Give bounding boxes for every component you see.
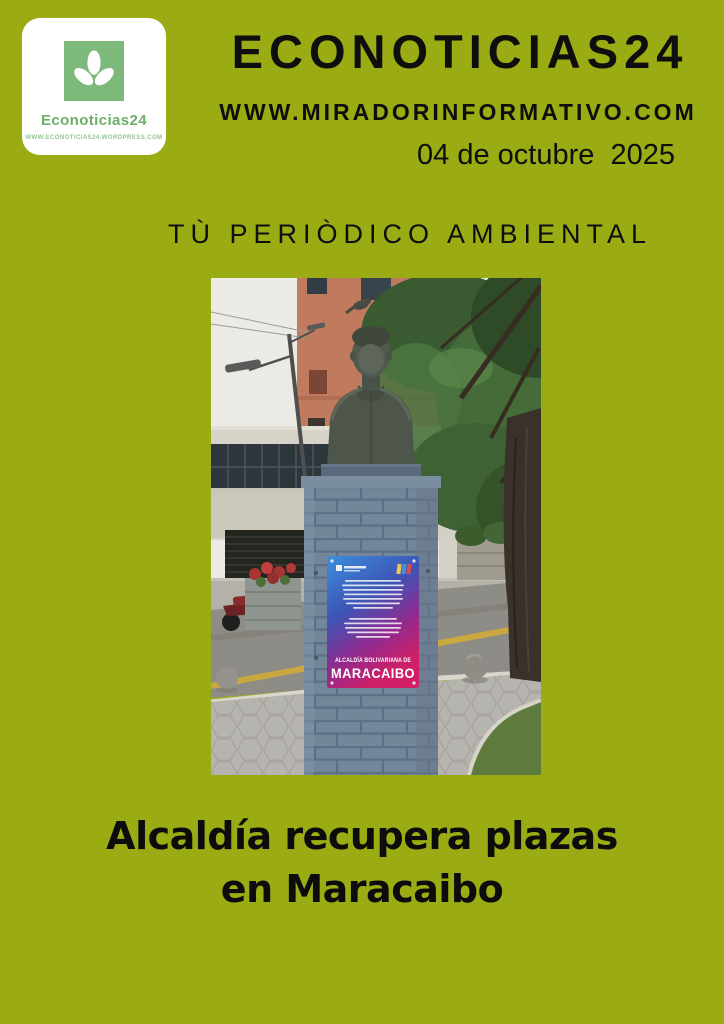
masthead-title: ECONOTICIAS24 (231, 25, 689, 78)
plaza-photo (211, 278, 541, 775)
tree-trunk (504, 408, 541, 682)
plant-leaves-icon (63, 41, 125, 101)
plaque-subtitle: ALCALDÍA BOLIVARIANA DE (335, 658, 423, 664)
headline (0, 810, 724, 916)
masthead-tagline: TÙ PERIÒDICO AMBIENTAL (167, 219, 653, 249)
planter-left (245, 562, 301, 630)
headline-line2: en Maracaibo (220, 867, 504, 911)
maracaibo-plaque (327, 556, 423, 688)
plaza-photo-svg (211, 278, 541, 775)
masthead-date: 04 de octubre 2025 (417, 139, 675, 171)
masthead-website: WWW.MIRADORINFORMATIVO.COM (219, 99, 697, 125)
logo-brand-text: Econoticias24 (40, 112, 148, 129)
headline-line1: Alcaldía recupera plazas (106, 814, 618, 858)
logo-url-text: WWW.ECONOTICIAS24.WORDPRESS.COM (25, 135, 163, 141)
logo-card (22, 18, 166, 155)
plaque-title: MARACAIBO (331, 665, 415, 681)
